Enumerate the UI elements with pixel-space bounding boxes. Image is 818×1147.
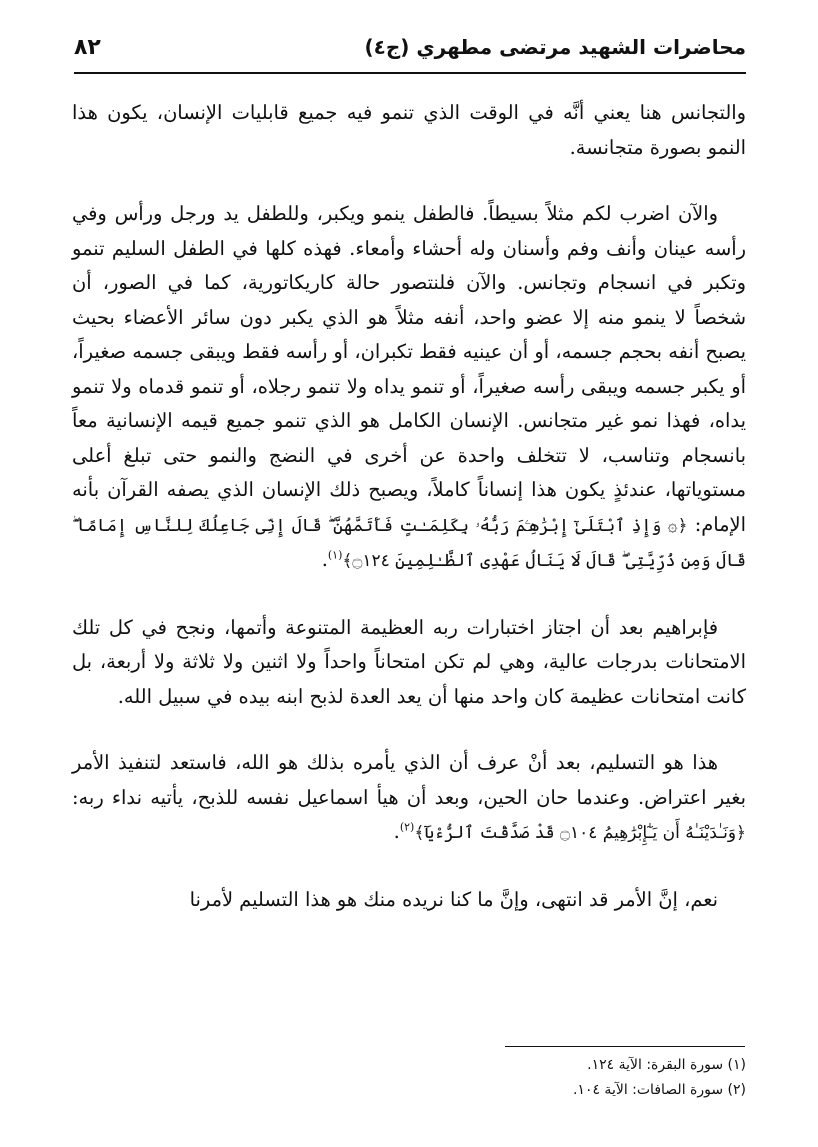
page-header xyxy=(74,28,746,74)
footnotes xyxy=(246,1053,746,1103)
paragraph-4-end: . xyxy=(393,820,400,843)
paragraph-4 xyxy=(72,746,746,851)
quran-verse-baqara: ﴿۞ وَإِذِ ٱبْتَلَىٰٓ إِبْرَٰهِـۧمَ رَبُّهُۥ بِكَلِمَـٰتٍ فَأَتَمَّهُنَّ ۖ قَالَ إِنِّى جَاعِلُكَ لِلنَّاسِ إِمَامًا ۖ قَالَ وَمِن ذُرِّيَّتِى ۖ قَالَ لَا يَنَالُ عَهْدِى ٱلظَّـٰلِمِينَ ۝١٢٤﴾ xyxy=(72,515,746,571)
page-number: ٨٢ xyxy=(74,34,101,60)
paragraph-2-text: والآن اضرب لكم مثلاً بسيطاً. فالطفل ينمو ويكبر، وللطفل يد ورجل ورأس وفي رأسه عينان وأنف وفم وأسنان وله أحشاء وأمعاء. فهذه كلها في الطفل السليم تنمو وتكبر في انسجام وتجانس. والآن فلنتصور حالة كاريكاتورية، كما في الصور، أن شخصاً لا ينمو منه إلا عضو واحد، أنفه مثلاً هو الذي يكبر دون سائر الأعضاء بحيث يصبح أنفه بحجم جسمه، أو أن عينيه فقط تكبران، أو رأسه فقط ويبقى جسمه صغيراً، أو يكبر جسمه ويبقى رأسه صغيراً، أو تنمو يداه ولا تنمو رجلاه، أو تنمو قدماه ولا تنمو يداه، فهذا نمو غير متجانس. الإنسان الكامل هو الذي تنمو جميع قيمه الإنسانية معاً بانسجام وتناسب، لا تتخلف واحدة عن أخرى في النضج والنمو حتى تبلغ أعلى مستوياتها، عندئذٍ يكون هذا إنساناً كاملاً، ويصبح ذلك الإنسان الذي يصفه القرآن بأنه الإمام: xyxy=(72,202,746,536)
paragraph-1: والتجانس هنا يعني أنَّه في الوقت الذي تنمو فيه جميع قابليات الإنسان، يكون هذا النمو بصورة متجانسة. xyxy=(72,101,746,159)
paragraph-2 xyxy=(72,197,746,579)
paragraph-2-end: . xyxy=(321,548,328,571)
quran-verse-saffat: ﴿وَنَـٰدَيْنَـٰهُ أَن يَـٰٓإِبْرَٰهِيمُ ۝١٠٤ قَدْ صَدَّقْتَ ٱلرُّءْيَآ﴾ xyxy=(414,823,746,843)
running-title: محاضرات الشهيد مرتضى مطهري (ج٤) xyxy=(364,35,746,59)
footnote-divider xyxy=(505,1046,745,1047)
footnote-2: (٢) سورة الصافات: الآية ١٠٤. xyxy=(572,1082,746,1098)
footnote-marker-2: (٢) xyxy=(399,820,415,834)
footnote-1: (١) سورة البقرة: الآية ١٢٤. xyxy=(587,1057,746,1073)
body-text xyxy=(72,96,746,949)
paragraph-3: فإبراهيم بعد أن اجتاز اختبارات ربه العظيمة المتنوعة وأتمها، ونجح في كل تلك الامتحانات بدرجات عالية، وهي لم تكن امتحاناً واحداً ولا اثنين ولا ثلاثة ولا أربعة، بل كانت امتحانات عظيمة كان واحد منها أن يعد العدة لذبح ابنه بيده في سبيل الله. xyxy=(72,615,746,708)
footnote-marker-1: (١) xyxy=(327,548,343,562)
paragraph-4-text: هذا هو التسليم، بعد أنْ عرف أن الذي يأمره بذلك هو الله، فاستعد لتنفيذ الأمر بغير اعتراض. وعندما حان الحين، وبعد أن هيأ اسماعيل نفسه للذبح، يأتيه نداء ربه: xyxy=(72,751,746,809)
paragraph-5: نعم، إنَّ الأمر قد انتهى، وإنَّ ما كنا نريده منك هو هذا التسليم لأمرنا xyxy=(189,887,718,911)
